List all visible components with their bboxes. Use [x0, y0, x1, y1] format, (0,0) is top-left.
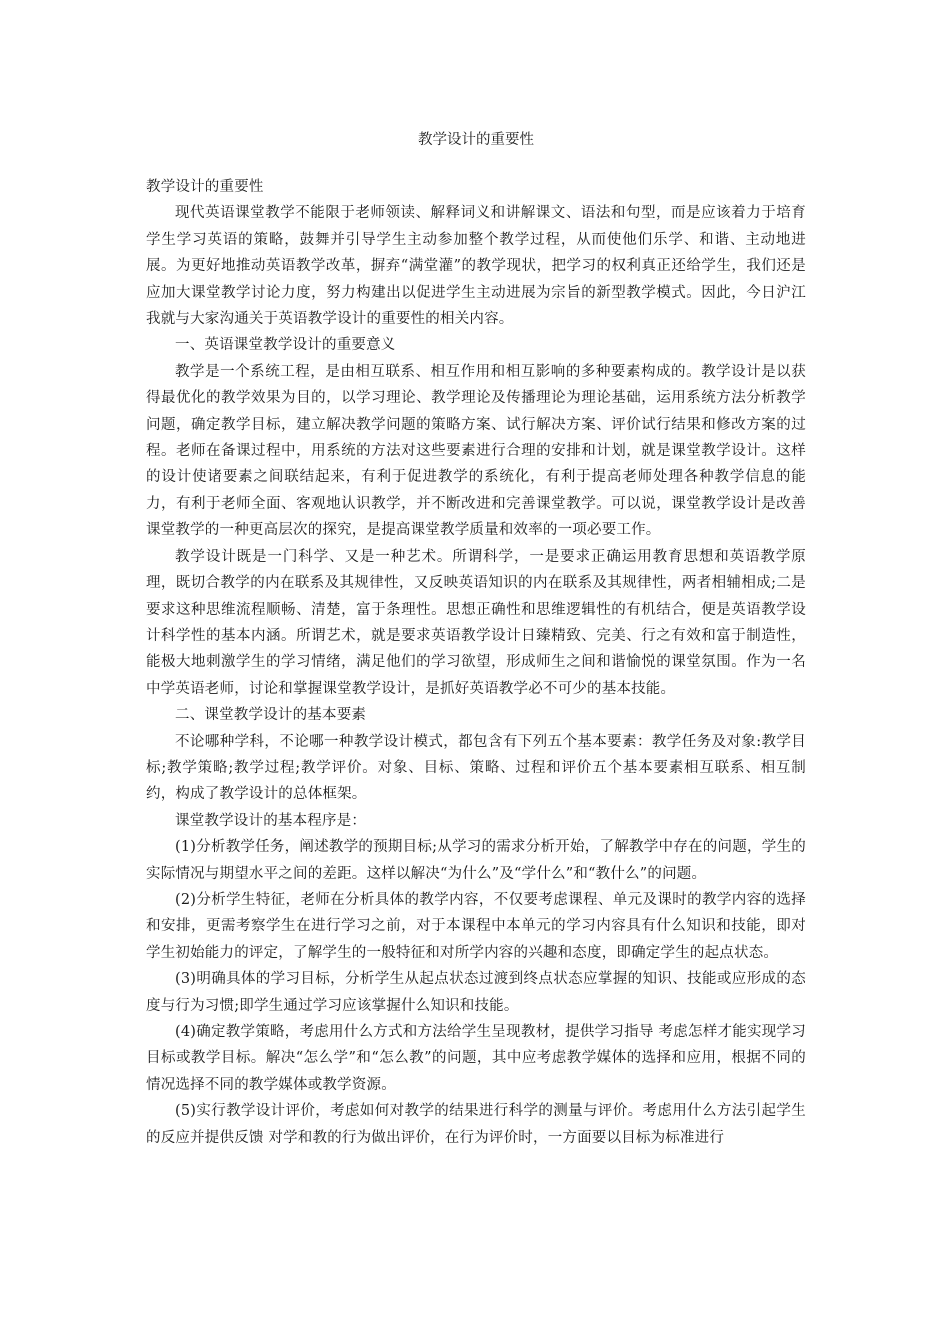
document-title: 教学设计的重要性 [418, 132, 534, 148]
paragraph: (3)明确具体的学习目标，分析学生从起点状态过渡到终点状态应掌握的知识、技能或应形成的态度与行为习惯;即学生通过学习应该掌握什么知识和技能。 [146, 971, 806, 1014]
paragraph: 二、课堂教学设计的基本要素 [175, 707, 367, 724]
paragraph: 一、英语课堂教学设计的重要意义 [175, 337, 396, 354]
paragraph: (1)分析教学任务，阐述教学的预期目标;从学习的需求分析开始，了解教学中存在的问题，学生的实际情况与期望水平之间的差距。这样以解决“为什么”及“学什么”和“教什么”的问题。 [146, 839, 806, 882]
paragraph: 课堂教学设计的基本程序是： [175, 812, 367, 829]
paragraph: (5)实行教学设计评价，考虑如何对教学的结果进行科学的测量与评价。考虑用什么方法引起学生的反应并提供反馈 对学和教的行为做出评价，在行为评价时，一方面要以目标为标准进行 [146, 1103, 806, 1146]
paragraph: 现代英语课堂教学不能限于老师领读、解释词义和讲解课文、语法和句型，而是应该着力于培育学生学习英语的策略，鼓舞并引导学生主动参加整个教学过程，从而使他们乐学、和谐、主动地进展。为更好地推动英语教学改革，摒弃“满堂灌”的教学现状，把学习的权利真正还给学生，我们还是应加大课堂教学讨论力度，努力构建出以促进学生主动进展为宗旨的新型教学模式。因此，今日沪江我就与大家沟通关于英语教学设计的重要性的相关内容。 [146, 205, 806, 328]
paragraph: (2)分析学生特征，老师在分析具体的教学内容，不仅要考虑课程、单元及课时的教学内容的选择和安排，更需考察学生在进行学习之前，对于本课程中本单元的学习内容具有什么知识和技能，即对学生初始能力的评定，了解学生的一般特征和对所学内容的兴趣和态度，即确定学生的起点状态。 [146, 891, 806, 961]
paragraph: 教学是一个系统工程，是由相互联系、相互作用和相互影响的多种要素构成的。教学设计是以获得最优化的教学效果为目的，以学习理论、教学理论及传播理论为理论基础，运用系统方法分析教学问题，确定教学目标，建立解决教学问题的策略方案、试行解决方案、评价试行结果和修改方案的过程。老师在备课过程中，用系统的方法对这些要素进行合理的安排和计划，就是课堂教学设计。这样的设计使诸要素之间联结起来，有利于促进教学的系统化，有利于提高老师处理各种教学信息的能力，有利于老师全面、客观地认识教学，并不断改进和完善课堂教学。可以说，课堂教学设计是改善课堂教学的一种更高层次的探究，是提高课堂教学质量和效率的一项必要工作。 [146, 363, 806, 539]
document-body [146, 174, 806, 1151]
paragraph: (4)确定教学策略，考虑用什么方式和方法给学生呈现教材，提供学习指导 考虑怎样才能实现学习目标或教学目标。解决“怎么学”和“怎么教”的问题，其中应考虑教学媒体的选择和应用，根据不同的情况选择不同的教学媒体或教学资源。 [146, 1024, 806, 1093]
section-heading: 教学设计的重要性 [146, 179, 264, 195]
paragraph: 不论哪种学科，不论哪一种教学设计模式，都包含有下列五个基本要素：教学任务及对象:教学目标;教学策略;教学过程;教学评价。对象、目标、策略、过程和评价五个基本要素相互联系、相互制约，构成了教学设计的总体框架。 [146, 733, 806, 803]
paragraph: 教学设计既是一门科学、又是一种艺术。所谓科学，一是要求正确运用教育思想和英语教学原理，既切合教学的内在联系及其规律性，又反映英语知识的内在联系及其规律性，两者相辅相成;二是要求这种思维流程顺畅、清楚，富于条理性。思想正确性和思维逻辑性的有机结合，便是英语教学设计科学性的基本内涵。所谓艺术，就是要求英语教学设计日臻精致、完美、行之有效和富于制造性，能极大地刺激学生的学习情绪，满足他们的学习欲望，形成师生之间和谐愉悦的课堂氛围。作为一名中学英语老师，讨论和掌握课堂教学设计，是抓好英语教学必不可少的基本技能。 [146, 548, 806, 697]
